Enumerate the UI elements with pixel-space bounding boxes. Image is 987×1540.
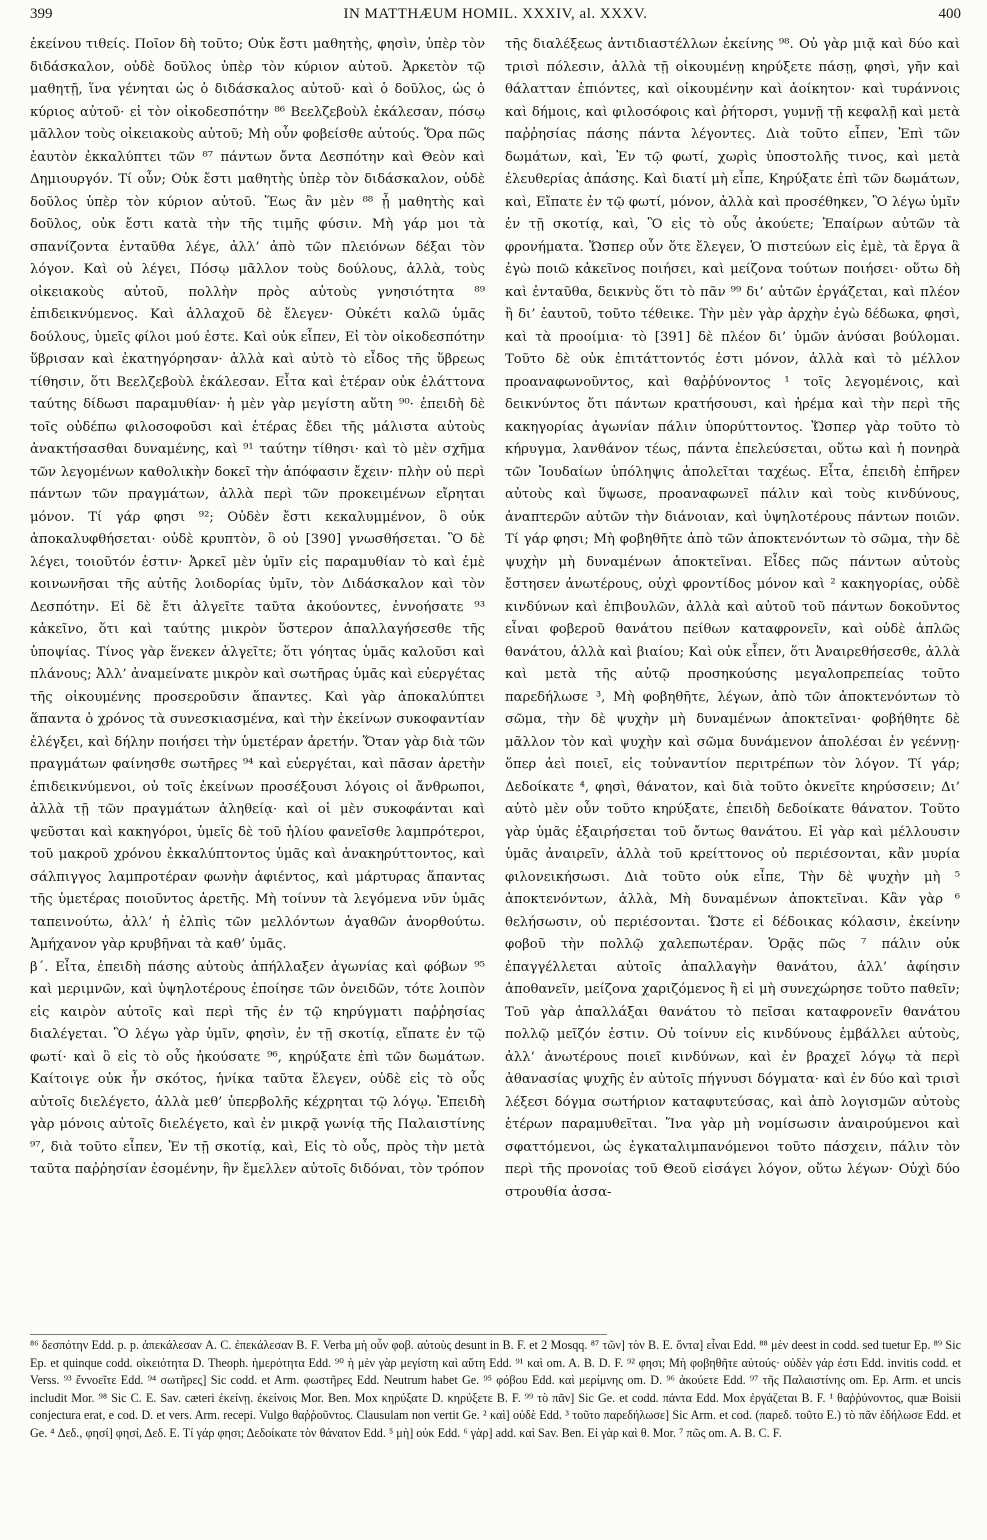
left-paragraph-2: β΄. Εἶτα, ἐπειδὴ πάσης αὐτοὺς ἀπήλλαξεν ἀγωνίας καὶ φόβων ⁹⁵ καὶ μεριμνῶν, καὶ ὑψηλοτέρους ἐποίησε τῶν ὀνειδῶν, τότε λοιπὸν εἰς καιρὸν αὐτοῖς καὶ περὶ τῆς ἐν τῷ κηρύγματι παῤῥησίας διαλέγεται. Ὃ λέγω γὰρ ὑμῖν, φησὶν, ἐν τῇ σκοτίᾳ, εἴπατε ἐν τῷ φωτί· καὶ ὃ εἰς τὸ οὖς ἠκούσατε ⁹⁶, κηρύξατε ἐπὶ τῶν δωμάτων. Καίτοιγε οὐκ ἦν σκότος, ἡνίκα ταῦτα ἔλεγεν, οὐδὲ εἰς τὸ οὖς αὐτοῖς διελέγετο, ἀλλὰ μεθ’ ὑπερβολῆς κέχρηται τῷ λόγῳ. Ἐπειδὴ γὰρ μόνοις αὐτοῖς διελέγετο, καὶ ἐν μικρᾷ γωνίᾳ τῆς Παλαιστίνης ⁹⁷, διὰ τοῦτο εἶπεν, Ἐν τῇ σκοτίᾳ, καὶ, Εἰς τὸ οὖς, πρὸς τὴν μετὰ ταῦτα παῤῥησίαν ἐσομένην, ἣν ἔμελλεν αὐτοῖς διδόναι, τὸν τρόπον [30, 959, 485, 1177]
running-header [30, 6, 961, 34]
left-column [30, 34, 485, 1334]
footnotes-text: ⁸⁶ δεσπότην Edd. p. p. ἀπεκάλεσαν A. C. ἐπεκάλεσαν B. F. Verba μὴ οὖν φοβ. αὐτοὺς desunt in B. F. et 2 Mosqq. ⁸⁷ τῶν] τὸν B. E. ὄντα] εἶναι Edd. ⁸⁸ μὲν deest in codd. sed tuetur Ep. ⁸⁹ Sic Ep. et quinque codd. οἰκειότητα D. Theoph. ἡμερότητα Edd. ⁹⁰ ἡ μὲν γὰρ μεγίστη καὶ αὕτη Edd. ⁹¹ καὶ om. A. B. D. F. ⁹² φησι; Μὴ φοβηθῆτε αὐτούς· οὐδὲν γάρ ἐστι Edd. invitis codd. et Verss. ⁹³ ἔννοεῖτε Edd. ⁹⁴ σωτῆρες] Sic codd. et Arm. φωστῆρες Edd. Neutrum habet Ge. ⁹⁵ φόβου Edd. καὶ μερίμνης om. D. ⁹⁶ ἀκούετε Edd. ⁹⁷ τῆς Παλαιστίνης om. Ep. Arm. et uncis includit Mor. ⁹⁸ Sic C. E. Sav. cæteri ἐκείνῃ. ἐκείνοις Mor. Ben. Mox κηρύξατε D. κηρύξετε B. F. ⁹⁹ τὸ πᾶν] Sic Ge. et codd. πάντα Edd. Mox ἐργάζεται B. F. ¹ θαῤῥύνοντος, quæ Boisii conjectura erat, e cod. D. et vers. Arm. recepi. Vulgo θαῤῥοῦντος. Clausulam non vertit Ge. ² καὶ] οὐδὲ Edd. ³ τοῦτο παρεδήλωσε] Sic Arm. et cod. (παρεδ. τοῦτο E.) τὸ πᾶν ἐδήλωσε Edd. et Ge. ⁴ Δεδ., φησί] φησί, Δεδ. E. Τί γάρ φησι; Δεδοίκατε τὸν θάνατον Edd. ⁵ μὴ] οὐκ Edd. ⁶ γὰρ] add. καὶ Sav. Ben. Εἰ γὰρ καὶ θ. Mor. ⁷ πῶς om. A. B. C. F. [30, 1338, 961, 1440]
footnote-rule [30, 1334, 607, 1335]
text-columns [30, 34, 961, 1334]
right-column [505, 34, 960, 1334]
running-title: IN MATTHÆUM HOMIL. XXXIV, al. XXXV. [343, 6, 648, 22]
left-paragraph-1: ἐκείνου τιθείς. Ποῖον δὴ τοῦτο; Οὐκ ἔστι μαθητὴς, φησὶν, ὑπὲρ τὸν διδάσκαλον, οὐδὲ δοῦλος ὑπὲρ τὸν κύριον αὐτοῦ. Ἀρκετὸν τῷ μαθητῇ, ἵνα γένηται ὡς ὁ διδάσκαλος αὐτοῦ· καὶ ὁ δοῦλος, ὡς ὁ κύριος αὐτοῦ· εἰ τὸν οἰκοδεσπότην ⁸⁶ Βεελζεβοὺλ ἐκάλεσαν, πόσῳ μᾶλλον τοὺς οἰκειακοὺς αὐτοῦ; Μὴ οὖν φοβείσθε αὐτούς. Ὅρα πῶς ἑαυτὸν ἐκκαλύπτει τῶν ⁸⁷ πάντων ὄντα Δεσπότην καὶ Θεὸν καὶ Δημιουργόν. Τί οὖν; Οὐκ ἔστι μαθητὴς ὑπὲρ τὸν διδάσκαλον, οὐδὲ δοῦλος ὑπὲρ τὸν κύριον αὐτοῦ. Ἕως ἂν μὲν ⁸⁸ ᾖ μαθητὴς καὶ δοῦλος, οὐκ ἔστι κατὰ τὴν τῆς τιμῆς φύσιν. Μὴ γάρ μοι τὰ σπανίζοντα ἐνταῦθα λέγε, ἀλλ’ ἀπὸ τῶν πλειόνων δέξαι τὸν λόγον. Καὶ οὐ λέγει, Πόσῳ μᾶλλον τοὺς δούλους, ἀλλὰ, τοὺς οἰκειακοὺς αὐτοῦ, πολλὴν πρὸς αὐτοὺς γνησιότητα ⁸⁹ ἐπιδεικνύμενος. Καὶ ἀλλαχοῦ δὲ ἔλεγεν· Οὐκέτι καλῶ ὑμᾶς δούλους, ὑμεῖς φίλοι μού ἐστε. Καὶ οὐκ εἶπεν, Εἰ τὸν οἰκοδεσπότην ὕβρισαν καὶ ἐκατηγόρησαν· ἀλλὰ καὶ αὐτὸ τὸ εἶδος τῆς ὕβρεως τίθησιν, ὅτι Βεελζεβοὺλ ἐκάλεσαν. Εἶτα καὶ ἑτέραν οὐκ ἐλάττονα ταύτης δίδωσι παραμυθίαν· ἡ μὲν γὰρ μεγίστη αὕτη ⁹⁰· ἐπειδὴ δὲ τοῖς οὐδέπω φιλοσοφοῦσι καὶ ἑτέρας ἔδει τῆς μάλιστα αὐτοὺς ἀνακτήσασθαι δυναμένης, καὶ ⁹¹ ταύτην τίθησι· καὶ τὸ μὲν σχῆμα τῶν λεγομένων καθολικὴν δοκεῖ τὴν ἀπόφασιν ἔχειν· πλὴν οὐ περὶ πάντων τῶν πραγμάτων, ἀλλὰ περὶ τῶν προκειμένων εἴρηται μόνον. Τί γάρ φησι ⁹²; Οὐδὲν ἔστι κεκαλυμμένον, ὃ οὐκ ἀποκαλυφθήσεται· οὐδὲ κρυπτὸν, ὃ οὐ [390] γνωσθήσεται. Ὃ δὲ λέγει, τοιοῦτόν ἐστιν· Ἀρκεῖ μὲν ὑμῖν εἰς παραμυθίαν τὸ καὶ ἐμὲ κοινωνῆσαι τῆς αὐτῆς λοιδορίας ὑμῖν, τὸν Διδάσκαλον καὶ τὸν Δεσπότην. Εἰ δὲ ἔτι ἀλγεῖτε ταῦτα ἀκούοντες, ἐννοήσατε ⁹³ κἀκεῖνο, ὅτι καὶ ταύτης μικρὸν ὕστερον ἀπαλλαγήσεσθε τῆς ὑποψίας. Τίνος γὰρ ἕνεκεν ἀλγεῖτε; ὅτι γόητας ὑμᾶς καλοῦσι καὶ πλάνους; Ἀλλ’ ἀναμείνατε μικρὸν καὶ σωτῆρας ὑμᾶς καὶ εὐεργέτας τῆς οἰκουμένης προσεροῦσιν ἅπαντες. Καὶ γὰρ ἀποκαλύπτει ἅπαντα ὁ χρόνος τὰ συνεσκιασμένα, καὶ τὴν ἐκείνων συκοφαντίαν ἐλέγξει, καὶ δήλην ποιήσει τὴν ὑμετέραν ἀρετήν. Ὅταν γὰρ διὰ τῶν πραγμάτων φαίνησθε σωτῆρες ⁹⁴ καὶ εὐεργέται, καὶ πᾶσαν ἀρετὴν ἐπιδεικνύμενοι, οὐ τοῖς ἐκείνων προσέξουσι λόγοις οἱ ἄνθρωποι, ἀλλὰ τῇ τῶν πραγμάτων ἀληθείᾳ· καὶ οἱ μὲν συκοφάνται καὶ ψεῦσται καὶ κακηγόροι, ὑμεῖς δὲ τοῦ ἡλίου φανεῖσθε λαμπρότεροι, τοῦ μακροῦ χρόνου ἐκκαλύπτοντος ὑμᾶς καὶ ἀνακηρύττοντος, καὶ σάλπιγγος λαμπροτέραν φωνὴν ἀφιέντος, καὶ μάρτυρας ἅπαντας τῆς ὑμετέρας ποιοῦντος ἀρετῆς. Μὴ τοίνυν τὰ λεγόμενα νῦν ὑμᾶς ταπεινούτω, ἀλλ’ ἡ ἐλπὶς τῶν μελλόντων ἀγαθῶν ἀνορθούτω. Ἀμήχανον γὰρ κρυβῆναι τὰ καθ’ ὑμᾶς. [30, 37, 485, 952]
right-paragraph-1: τῆς διαλέξεως ἀντιδιαστέλλων ἐκείνης ⁹⁸. Οὐ γὰρ μιᾷ καὶ δύο καὶ τρισὶ πόλεσιν, ἀλλὰ τῇ οἰκουμένῃ κηρύξετε πάσῃ, φησὶ, γῆν καὶ θάλατταν ἐπιόντες, καὶ οἰκουμένην καὶ ἀοίκητον· καὶ τυράννοις καὶ δήμοις, καὶ φιλοσόφοις καὶ ῥήτορσι, γυμνῇ τῇ κεφαλῇ καὶ μετὰ παῤῥησίας πάσης πάντα λέγοντες. Διὰ τοῦτο εἶπεν, Ἐπὶ τῶν δωμάτων, καὶ, Ἐν τῷ φωτί, χωρὶς ὑποστολῆς τινος, καὶ μετὰ ἐλευθερίας ἁπάσης. Καὶ διατί μὴ εἶπε, Κηρύξατε ἐπὶ τῶν δωμάτων, καὶ, Εἴπατε ἐν τῷ φωτί, μόνον, ἀλλὰ καὶ προσέθηκεν, Ὃ λέγω ὑμῖν ἐν τῇ σκοτίᾳ, καὶ, Ὃ εἰς τὸ οὖς ἀκούετε; Ἐπαίρων αὐτῶν τὰ φρονήματα. Ὥσπερ οὖν ὅτε ἔλεγεν, Ὁ πιστεύων εἰς ἐμὲ, τὰ ἔργα ἃ ἐγὼ ποιῶ κἀκεῖνος ποιήσει, καὶ μείζονα τούτων ποιήσει· οὕτω δὴ καὶ ἐνταῦθα, δεικνὺς ὅτι τὸ πᾶν ⁹⁹ δι’ αὐτῶν ἐργάζεται, καὶ πλέον ἢ δι’ ἑαυτοῦ, τοῦτο τέθεικε. Τὴν μὲν γὰρ ἀρχὴν ἐγὼ δέδωκα, φησὶ, καὶ τὰ προοίμια· τὸ [391] δὲ πλέον δι’ ὑμῶν ἀνύσαι βούλομαι. Τοῦτο δὲ οὐκ ἐπιτάττοντός ἐστι μόνον, ἀλλὰ καὶ τὸ μέλλον προαναφωνοῦντος, καὶ θαῤῥύνοντος ¹ τοῖς λεγομένοις, καὶ δεικνύντος ὅτι πάντων κρατήσουσι, καὶ ἠρέμα καὶ τὴν περὶ τῆς κακηγορίας ἀγωνίαν πάλιν ὑπορύττοντος. Ὥσπερ γὰρ τοῦτο τὸ κήρυγμα, λανθάνον τέως, πάντα ἐπελεύσεται, οὕτω καὶ ἡ πονηρὰ τῶν Ἰουδαίων ὑπόληψις ἀπολεῖται ταχέως. Εἶτα, ἐπειδὴ ἐπῆρεν αὐτοὺς καὶ ὕψωσε, προαναφωνεῖ πάλιν καὶ τοὺς κινδύνους, ἀναπτερῶν αὐτῶν τὴν διάνοιαν, καὶ ὑψηλοτέρους πάντων ποιῶν. Τί γάρ φησι; Μὴ φοβηθῆτε ἀπὸ τῶν ἀποκτενόντων τὸ σῶμα, τὴν δὲ ψυχὴν μὴ δυναμένων ἀποκτεῖναι. Εἶδες πῶς πάντων αὐτοὺς ἔστησεν ἀνωτέρους, οὐχὶ φροντίδος μόνον καὶ ² κακηγορίας, οὐδὲ κινδύνων καὶ ἐπιβουλῶν, ἀλλὰ καὶ αὐτοῦ τοῦ πάντων δοκοῦντος εἶναι φοβεροῦ θανάτου πείθων καταφρονεῖν, καὶ οὐδὲ ἁπλῶς θανάτου, ἀλλὰ καὶ βιαίου; Καὶ οὐκ εἶπεν, ὅτι Ἀναιρεθήσεσθε, ἀλλὰ καὶ μετὰ τῆς αὐτῷ προσηκούσης μεγαλοπρεπείας τοῦτο παρεδήλωσε ³, Μὴ φοβηθῆτε, λέγων, ἀπὸ τῶν ἀποκτενόντων τὸ σῶμα, τὴν δὲ ψυχὴν μὴ δυναμένων ἀποκτεῖναι· φοβήθητε δὲ μᾶλλον τὸν καὶ ψυχὴν καὶ σῶμα δυνάμενον ἀπολέσαι ἐν γεέννῃ· ὅπερ ἀεὶ ποιεῖ, εἰς τοὐναντίον περιτρέπων τὸν λόγον. Τί γάρ; Δεδοίκατε ⁴, φησὶ, θάνατον, καὶ διὰ τοῦτο ὀκνεῖτε κηρύσσειν; Δι’ αὐτὸ μὲν οὖν τοῦτο κηρύξατε, ἐπειδὴ δεδοίκατε θάνατον. Τοῦτο γὰρ ὑμᾶς ἐξαιρήσεται τοῦ ὄντως θανάτου. Εἰ γὰρ καὶ μέλλουσιν ὑμᾶς ἀναιρεῖν, ἀλλὰ τοῦ κρείττονος οὐ περιέσονται, κἂν μυρία φιλονεικήσωσι. Διὰ τοῦτο οὐκ εἶπε, Τὴν δὲ ψυχὴν μὴ ⁵ ἀποκτενόντων, ἀλλὰ, Μὴ δυναμένων ἀποκτεῖναι. Κἂν γὰρ ⁶ θελήσωσιν, οὐ περιέσονται. Ὥστε εἰ δέδοικας κόλασιν, ἐκείνην φοβοῦ τὴν πολλῷ χαλεπωτέραν. Ὁρᾷς πῶς ⁷ πάλιν οὐκ ἐπαγγέλλεται αὐτοῖς ἀπαλλαγὴν θανάτου, ἀλλ’ ἀφίησιν ἀποθανεῖν, μείζονα χαριζόμενος ἢ εἰ μὴ συνεχώρησε τοῦτο παθεῖν; Τοῦ γὰρ ἀπαλλάξαι θανάτου τὸ πεῖσαι καταφρονεῖν θανάτου πολλῷ μεῖζόν ἐστιν. Οὐ τοίνυν εἰς κινδύνους ἐμβάλλει αὐτοὺς, ἀλλ’ ἀνωτέρους ποιεῖ κινδύνων, καὶ ἐν βραχεῖ λόγῳ τὰ περὶ ἀθανασίας ψυχῆς ἐν αὐτοῖς πήγνυσι δόγματα· καὶ ἐν δύο καὶ τρισὶ λέξεσι δόγμα σωτήριον καταφυτεύσας, καὶ ἀπὸ λογισμῶν αὐτοὺς ἑτέρων παραμυθεῖται. Ἵνα γὰρ μὴ νομίσωσιν ἀναιρούμενοι καὶ σφαττόμενοι, ὡς ἐγκαταλιμπανόμενοι τοῦτο πάσχειν, πάλιν τὸν περὶ τῆς προνοίας τοῦ Θεοῦ εἰσάγει λόγον, οὕτω λέγων· Οὐχὶ δύο στρουθία ἀσσα- [505, 37, 960, 1200]
page-number-right: 400 [938, 6, 961, 22]
page-number-left: 399 [30, 6, 53, 22]
footnotes [30, 1334, 961, 1443]
